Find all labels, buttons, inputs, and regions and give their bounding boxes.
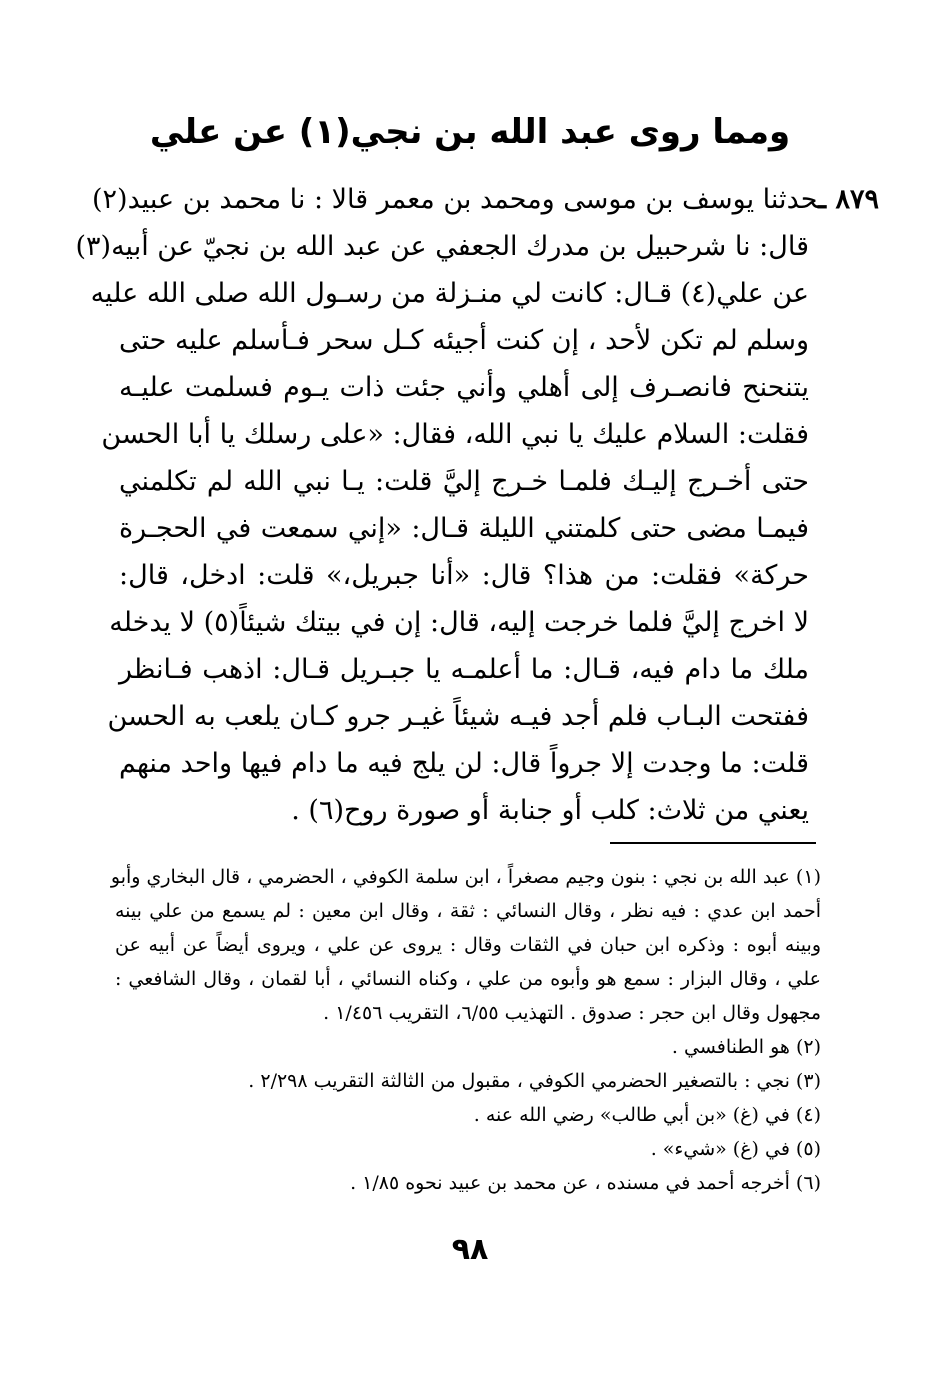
footnote-line: (٢) هو الطنافسي . <box>671 1036 821 1058</box>
footnote-line: أحمد ابن عدي : فيه نظر ، وقال النسائي : ثقة ، وقال ابن معين : لم يسمع من علي بينه <box>115 900 821 922</box>
hadith-text <box>75 176 879 834</box>
hadith-line: ففتحت البـاب فلم أجد فيـه شيئاً غيـر جرو كـان يلعب به الحسن <box>107 701 809 732</box>
footnote-line: (١) عبد الله بن نجي : بنون وجيم مصغراً ، ابن سلمة الكوفي ، الحضرمي ، قال البخاري وأبو <box>110 866 821 888</box>
footnotes <box>110 860 821 1200</box>
hadith-line: فيمـا مضى حتى كلمتني الليلة قـال: «إني سمعت في الحجـرة <box>119 513 809 544</box>
hadith-line: يتنحنح فانصـرف إلى أهلي وأني جئت ذات يـوم فسلمت عليـه <box>119 372 809 403</box>
hadith-line: لا اخرج إليَّ فلما خرجت إليه، قال: إن في بيتك شيئاً(٥) لا يدخله <box>109 607 809 638</box>
hadith-line: وسلم لم تكن لأحد ، إن كنت أجيئه كـل سحر فـأسلم عليه حتى <box>119 325 809 356</box>
hadith-line: ملك ما دام فيه، قـال: ما أعلمـه يا جبـريل قـال: اذهب فـانظر <box>119 654 809 685</box>
hadith-line: عن علي(٤) قـال: كانت لي منـزلة من رسـول الله صلى الله عليه <box>90 278 809 309</box>
footnote-divider <box>610 842 816 844</box>
footnote-line: (٥) في (غ) «شيء» . <box>650 1138 821 1160</box>
footnote-line: علي ، وقال البزار : سمع هو وأبوه من علي ، وكناه النسائي ، أبا لقمان ، وقال الشافعي : <box>115 968 821 990</box>
hadith-line: قلت: ما وجدت إلا جرواً قال: لن يلج فيه ما دام فيها واحد منهم <box>119 748 809 779</box>
hadith-line: فقلت: السلام عليك يا نبي الله، فقال: «على رسلك يا أبا الحسن <box>101 419 809 450</box>
hadith-line: قال: نا شرحبيل بن مدرك الجعفي عن عبد الله بن نجيّ عن أبيه(٣) <box>75 231 809 262</box>
hadith-line: حركة» فقلت: من هذا؟ قال: «أنا جبريل،» قلت: ادخل، قال: <box>119 560 809 591</box>
hadith-number: ٨٧٩ ـ <box>818 184 879 215</box>
footnote-line: وبينه أبوه : وذكره ابن حبان في الثقات وقال : يروى عن علي ، ويروى أيضاً عن أبيه عن <box>115 934 821 956</box>
section-title: ومما روى عبد الله بن نجي(١) عن علي <box>149 112 791 152</box>
hadith-line: يعني من ثلاث: كلب أو جنابة أو صورة روح(٦) . <box>291 795 809 826</box>
footnote-line: مجهول وقال ابن حجر : صدوق . التهذيب ٦/٥٥، التقريب ١/٤٥٦ . <box>323 1002 821 1024</box>
hadith-line <box>91 176 879 223</box>
page-number: ٩٨ <box>451 1232 489 1267</box>
footnote-line: (٣) نجي : بالتصغير الحضرمي الكوفي ، مقبول من الثالثة التقريب ٢/٢٩٨ . <box>248 1070 821 1092</box>
footnote-line: (٤) في (غ) «بن أبي طالب» رضي الله عنه . <box>473 1104 821 1126</box>
hadith-line-text: حدثنا يوسف بن موسى ومحمد بن معمر قالا : نا محمد بن عبيد(٢) <box>91 184 819 215</box>
hadith-line: حتى أخـرج إليـك فلمـا خـرج إليَّ قلت: يـا نبي الله لم تكلمني <box>119 466 809 497</box>
footnote-line: (٦) أخرجه أحمد في مسنده ، عن محمد بن عبيد نحوه ١/٨٥ . <box>350 1172 821 1194</box>
